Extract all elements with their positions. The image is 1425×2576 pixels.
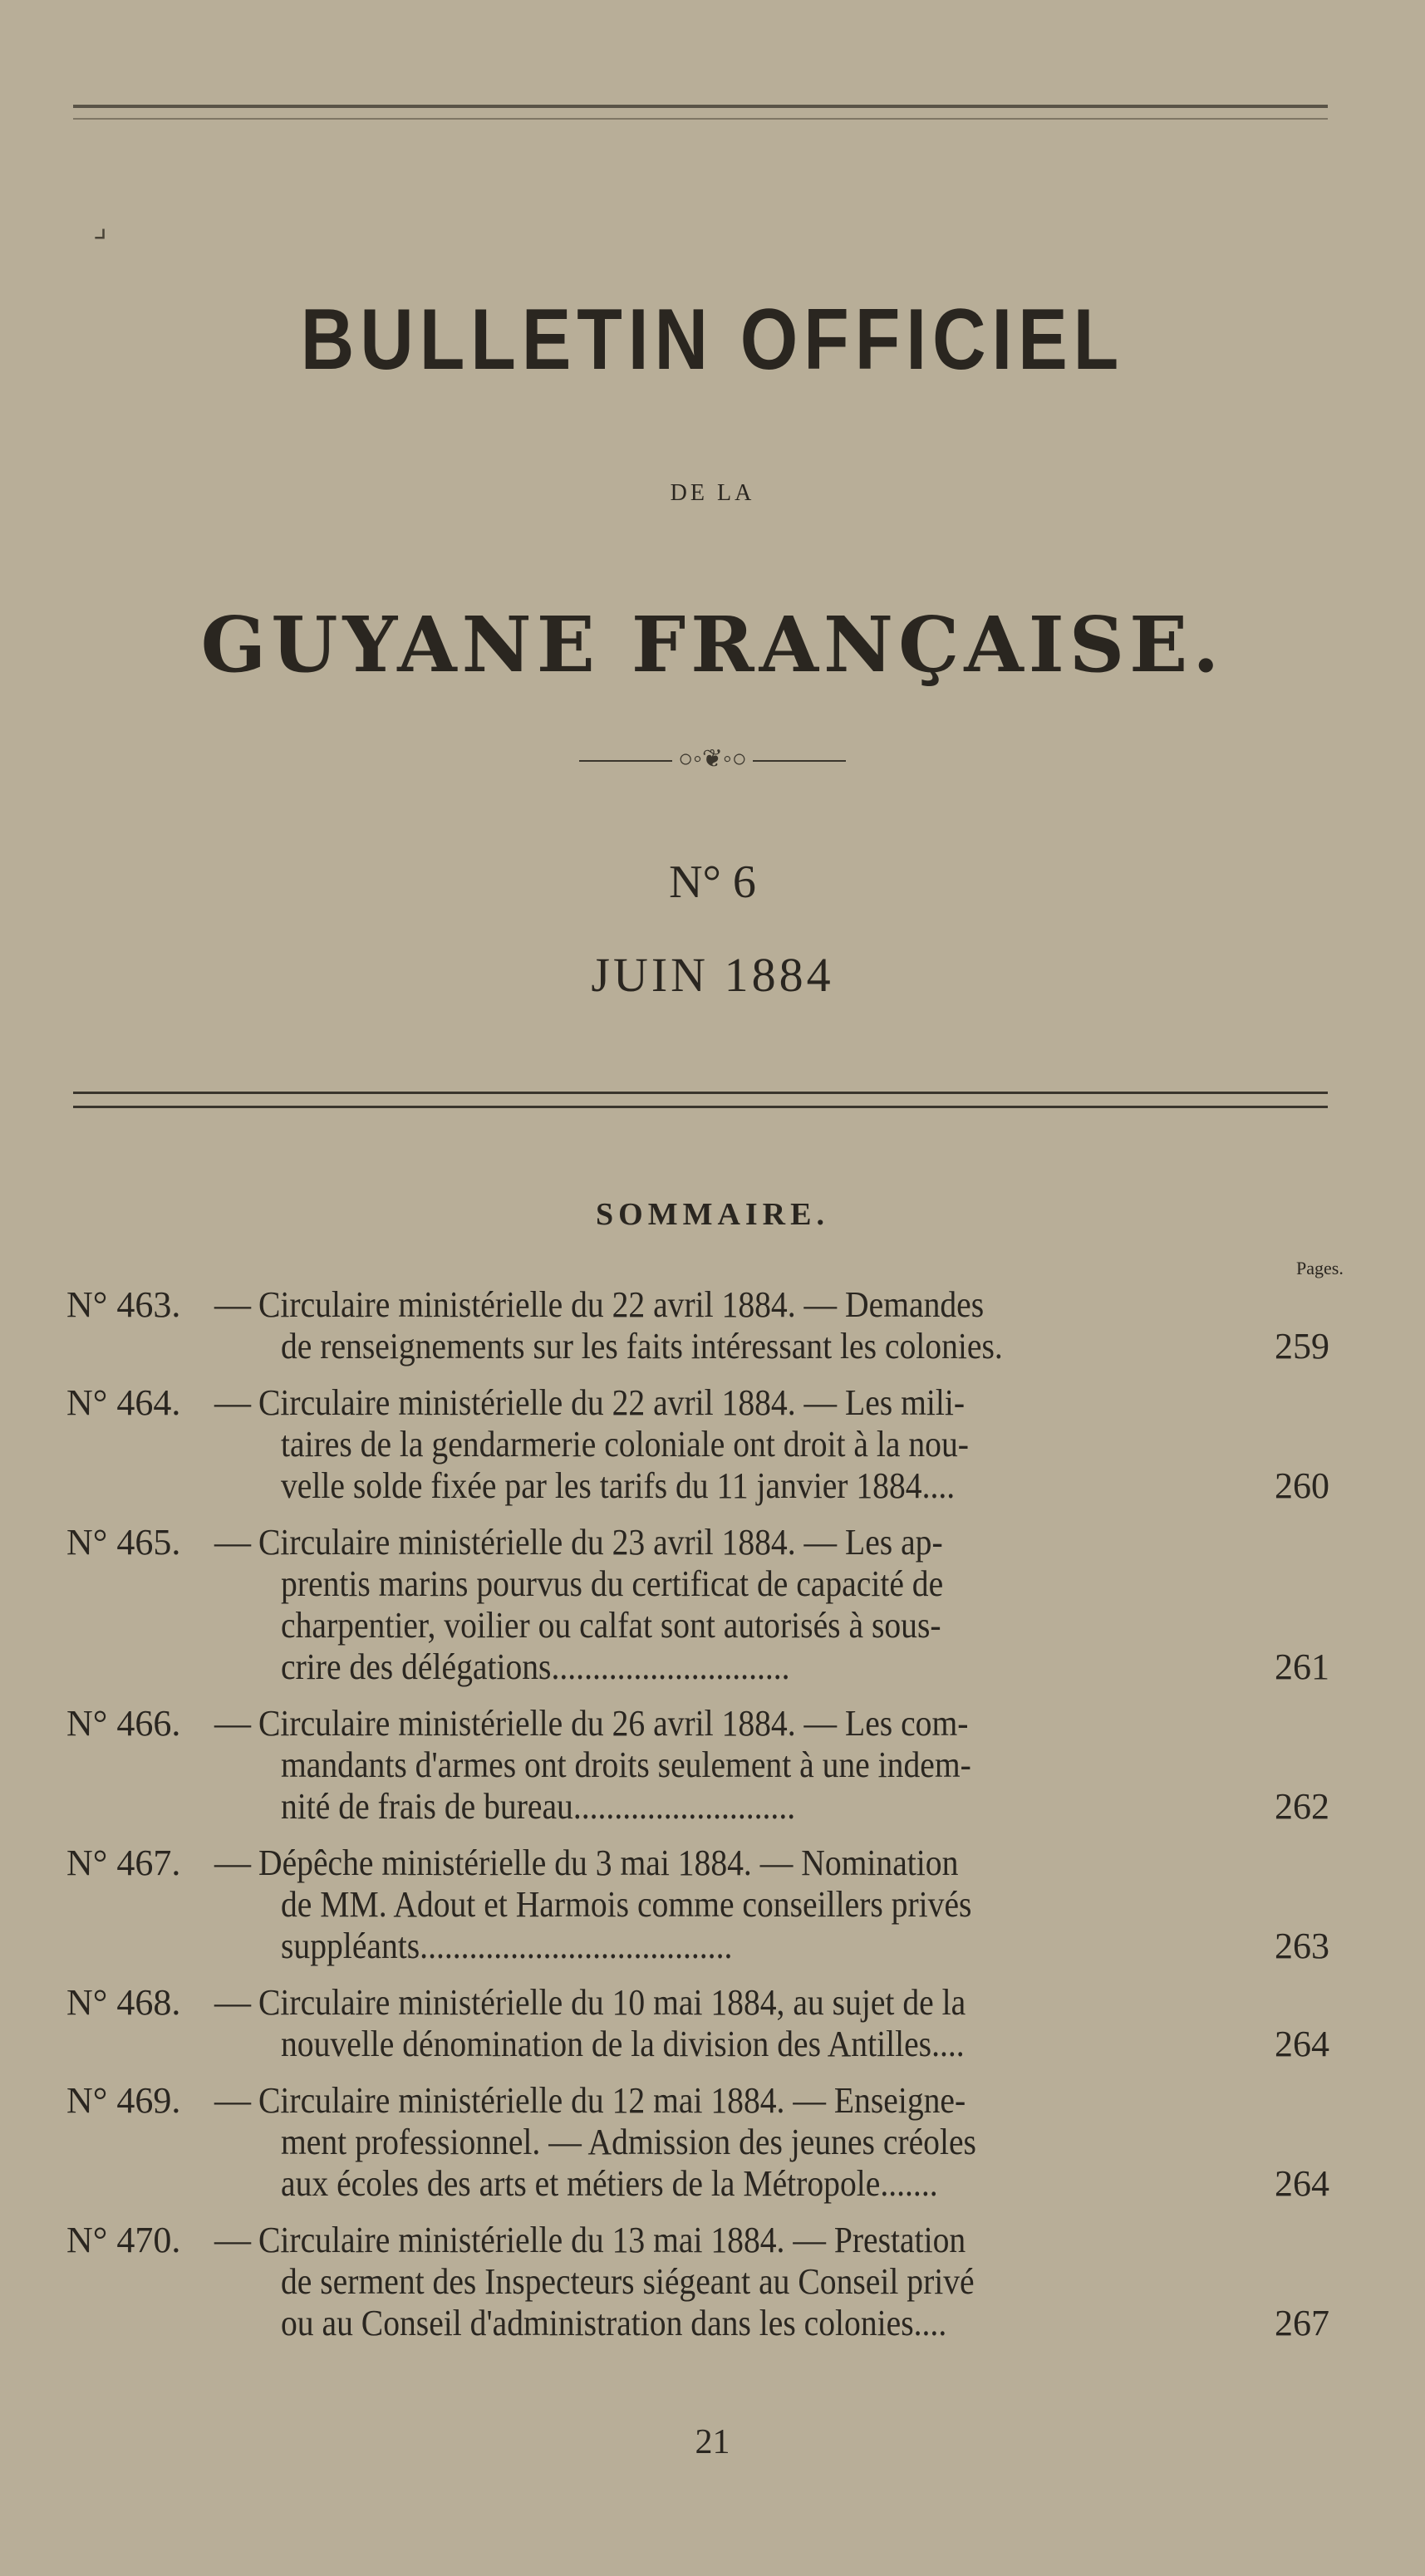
sommaire-entry [66, 1703, 1346, 1828]
entry-line: ment professionnel. — Admission des jeunes créoles [281, 2122, 976, 2162]
entry-line: de serment des Inspecteurs siégeant au Conseil privé [281, 2261, 975, 2302]
entry-text [258, 2220, 1171, 2344]
colony-title: GUYANE FRANÇAISE. [200, 600, 1225, 689]
entry-page: 259 [1275, 1326, 1329, 1367]
entry-dash: — [214, 2080, 251, 2121]
entry-page: 267 [1275, 2303, 1329, 2343]
entry-text [258, 1382, 1171, 1507]
entry-page: 264 [1275, 2024, 1329, 2064]
entry-line: taires de la gendarmerie coloniale ont droit à la nou- [281, 1424, 969, 1465]
entry-line: prentis marins pourvus du certificat de capacité de [281, 1563, 944, 1604]
issue-number: N° 6 [669, 856, 756, 908]
entry-page: 260 [1275, 1465, 1329, 1506]
entry-text [258, 1703, 1171, 1828]
entry-text [258, 1982, 1171, 2065]
entry-number: N° 463. [66, 1284, 181, 1325]
entry-line: crire des délégations............................. [281, 1646, 790, 1687]
entry-page: 264 [1275, 2163, 1329, 2204]
entry-dash: — [214, 1703, 251, 1744]
sommaire-entry [66, 1382, 1346, 1507]
sommaire-entry [66, 1522, 1346, 1688]
sommaire-entry [66, 2080, 1346, 2205]
entry-number: N° 470. [66, 2220, 181, 2260]
double-rule [73, 1092, 1328, 1108]
entry-line: mandants d'armes ont droits seulement à une indem- [281, 1744, 971, 1785]
entry-line: de MM. Adout et Harmois comme conseillers privés [281, 1884, 972, 1925]
sommaire-entry [66, 1284, 1346, 1367]
ornament-line-left [579, 760, 672, 762]
entry-line: suppléants...................................... [281, 1926, 733, 1966]
page-folio: 21 [695, 2423, 730, 2461]
sommaire-list [66, 1284, 1346, 2359]
entry-dash: — [214, 1842, 251, 1883]
entry-line: velle solde fixée par les tarifs du 11 janvier 1884.... [281, 1465, 956, 1506]
sommaire-entry [66, 2220, 1346, 2344]
sommaire-entry [66, 1842, 1346, 1967]
entry-line: aux écoles des arts et métiers de la Métropole....... [281, 2163, 938, 2204]
entry-dash: — [214, 1382, 251, 1423]
entry-line: ou au Conseil d'administration dans les colonies.... [281, 2303, 947, 2343]
entry-line: nouvelle dénomination de la division des Antilles.... [281, 2024, 965, 2064]
title-connector: DE LA [670, 480, 755, 506]
top-rule [73, 105, 1328, 120]
entry-line: Circulaire ministérielle du 22 avril 1884. — Demandes [258, 1284, 985, 1325]
entry-page: 263 [1275, 1926, 1329, 1966]
entry-dash: — [214, 1522, 251, 1563]
entry-line: Circulaire ministérielle du 26 avril 1884. — Les com- [258, 1703, 969, 1744]
entry-line: de renseignements sur les faits intéressant les colonies. [281, 1326, 1003, 1367]
stray-mark: ⌟ [93, 210, 107, 243]
entry-line: Circulaire ministérielle du 13 mai 1884. — Prestation [258, 2220, 966, 2260]
entry-line: nité de frais de bureau........................... [281, 1786, 796, 1827]
entry-number: N° 467. [66, 1842, 181, 1883]
entry-text [258, 1284, 1171, 1367]
entry-number: N° 466. [66, 1703, 181, 1744]
entry-dash: — [214, 1982, 251, 2023]
entry-text [258, 1522, 1171, 1688]
sommaire-heading: SOMMAIRE. [596, 1197, 829, 1232]
entry-line: Circulaire ministérielle du 22 avril 1884. — Les mili- [258, 1382, 966, 1423]
entry-dash: — [214, 2220, 251, 2260]
entry-page: 261 [1275, 1646, 1329, 1687]
entry-dash: — [214, 1284, 251, 1325]
entry-number: N° 464. [66, 1382, 181, 1423]
bulletin-title: BULLETIN OFFICIEL [300, 292, 1125, 388]
entry-page: 262 [1275, 1786, 1329, 1827]
ornament-divider [0, 744, 1425, 773]
entry-text [258, 2080, 1171, 2205]
entry-text [258, 1842, 1171, 1967]
entry-line: Circulaire ministérielle du 12 mai 1884. — Enseigne- [258, 2080, 966, 2121]
entry-number: N° 465. [66, 1522, 181, 1563]
pages-column-label: Pages. [1296, 1258, 1344, 1278]
ornament-glyph: ○◦❦◦○ [678, 745, 747, 773]
entry-line: Circulaire ministérielle du 10 mai 1884, au sujet de la [258, 1982, 966, 2023]
sommaire-entry [66, 1982, 1346, 2065]
entry-number: N° 468. [66, 1982, 181, 2023]
issue-date: JUIN 1884 [591, 948, 834, 1002]
entry-line: Circulaire ministérielle du 23 avril 1884. — Les ap- [258, 1522, 943, 1563]
entry-line: charpentier, voilier ou calfat sont autorisés à sous- [281, 1605, 941, 1646]
entry-line: Dépêche ministérielle du 3 mai 1884. — Nomination [258, 1842, 959, 1883]
entry-number: N° 469. [66, 2080, 181, 2121]
ornament-line-right [753, 760, 846, 762]
